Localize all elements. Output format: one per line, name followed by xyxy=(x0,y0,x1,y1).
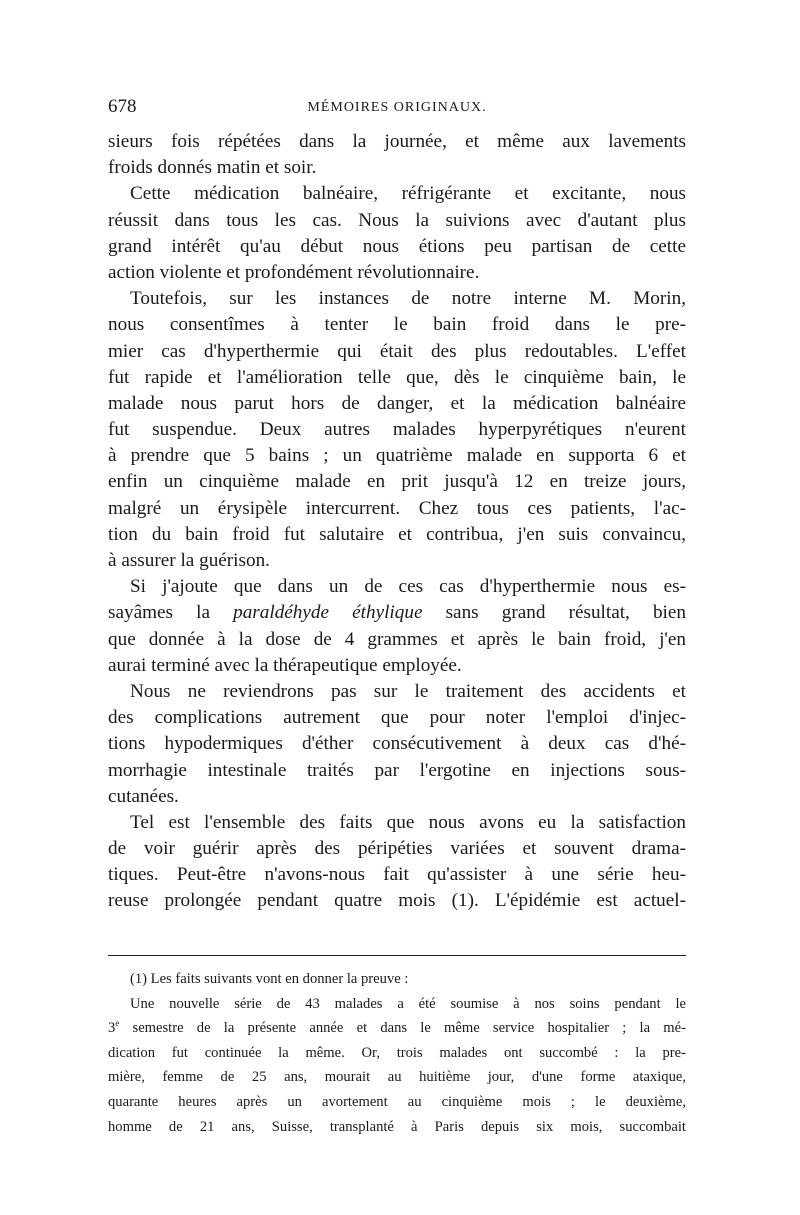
text-line: Tel est l'ensemble des faits que nous avons eu la satisfaction xyxy=(130,811,686,833)
footnote-divider xyxy=(108,955,686,956)
text-line: tions hypodermiques d'éther consécutivement à deux cas d'hé- xyxy=(108,733,686,755)
text-line: Nous ne reviendrons pas sur le traitement des accidents et xyxy=(130,680,686,702)
page-number: 678 xyxy=(108,96,137,117)
text-line: fut rapide et l'amélioration telle que, dès le cinquième bain, le xyxy=(108,366,686,388)
text-line: Toutefois, sur les instances de notre interne M. Morin, xyxy=(130,288,686,310)
text-line: Cette médication balnéaire, réfrigérante et excitante, nous xyxy=(130,183,686,205)
text-line: réussit dans tous les cas. Nous la suivions avec d'autant plus xyxy=(108,209,686,231)
running-title: MÉMOIRES ORIGINAUX. xyxy=(307,100,487,115)
text-line: à assurer la guérison. xyxy=(108,550,270,571)
page-header xyxy=(108,96,686,120)
text-line: fut suspendue. Deux autres malades hyperpyrétiques n'eurent xyxy=(108,419,686,441)
text-line: cutanées. xyxy=(108,785,179,807)
text-line: malgré un érysipèle intercurrent. Chez tous ces patients, l'ac- xyxy=(108,497,686,519)
footnote-line-with-superscript xyxy=(108,1016,686,1041)
ordinal-superscript: e xyxy=(115,1018,120,1029)
text-line: mier cas d'hyperthermie qui était des plus redoutables. L'effet xyxy=(108,340,686,362)
text-line: froids donnés matin et soir. xyxy=(108,157,317,179)
footnote-line: mière, femme de 25 ans, mourait au huitième jour, d'une forme ataxique, xyxy=(108,1069,686,1086)
text-line: tiques. Peut-être n'avons-nous fait qu'assister à une série heu- xyxy=(108,864,686,886)
text-fragment: sans grand résultat, bien xyxy=(445,602,687,624)
text-fragment: semestre de la présente année et dans le même service hospitalier ; la mé- xyxy=(132,1020,686,1037)
text-line: aurai terminé avec la thérapeutique employée. xyxy=(108,654,462,676)
footnote-line: homme de 21 ans, Suisse, transplanté à Paris depuis six mois, succombait xyxy=(108,1118,686,1135)
text-line: action violente et profondément révolutionnaire. xyxy=(108,261,480,283)
footnote-line: quarante heures après un avortement au cinquième mois ; le deuxième, xyxy=(108,1093,686,1110)
text-fragment: sayâmes la xyxy=(108,602,210,624)
text-line: Si j'ajoute que dans un de ces cas d'hyperthermie nous es- xyxy=(130,576,686,598)
footnote-line: Une nouvelle série de 43 malades a été soumise à nos soins pendant le xyxy=(130,995,686,1012)
text-line: à prendre que 5 bains ; un quatrième malade en supporta 6 et xyxy=(108,445,686,467)
text-line: sieurs fois répétées dans la journée, et même aux lavements xyxy=(108,131,686,152)
text-line: que donnée à la dose de 4 grammes et après le bain froid, j'en xyxy=(108,628,686,650)
text-line: grand intérêt qu'au début nous étions peu partisan de cette xyxy=(108,235,686,257)
text-line: enfin un cinquième malade en prit jusqu'à 12 en treize jours, xyxy=(108,471,686,493)
main-text xyxy=(108,129,686,915)
footnotes xyxy=(108,967,686,1139)
footnote-line: dication fut continuée la même. Or, trois malades ont succombé : la pre- xyxy=(108,1044,686,1061)
text-line: nous consentîmes à tenter le bain froid dans le pre- xyxy=(108,314,686,336)
text-line: malade nous parut hors de danger, et la médication balnéaire xyxy=(108,392,686,414)
text-line-with-italic xyxy=(108,600,686,626)
text-fragment: 3 xyxy=(108,1020,116,1037)
text-line: reuse prolongée pendant quatre mois (1). L'épidémie est actuel- xyxy=(108,890,686,912)
footnote-line: (1) Les faits suivants vont en donner la preuve : xyxy=(130,971,409,987)
text-line: morrhagie intestinale traités par l'ergotine en injections sous- xyxy=(108,759,686,781)
text-line: tion du bain froid fut salutaire et contribua, j'en suis convaincu, xyxy=(108,523,686,545)
text-line: des complications autrement que pour noter l'emploi d'injec- xyxy=(108,707,686,729)
italic-term: paraldéhyde éthylique xyxy=(233,602,423,624)
text-line: de voir guérir après des péripéties variées et souvent drama- xyxy=(108,838,686,860)
